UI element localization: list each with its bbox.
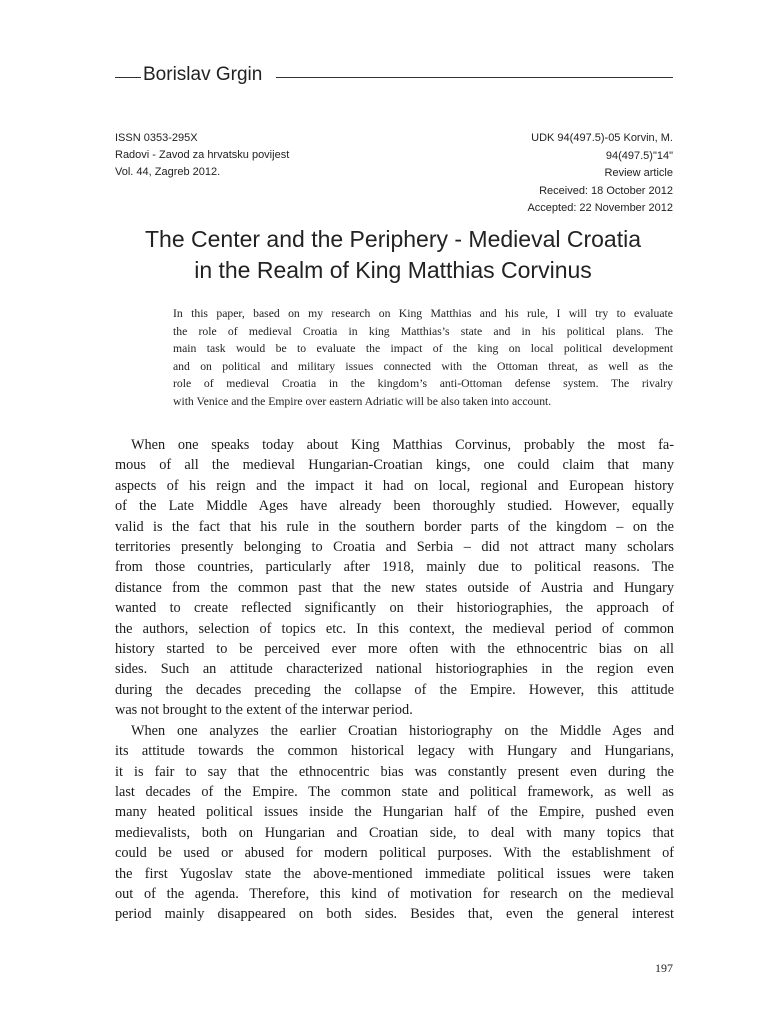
title-line: The Center and the Periphery - Medieval Croatia: [144, 226, 642, 252]
header-rule-right: [276, 77, 673, 78]
body-line: from those countries, particularly after 1918, mainly due to political reasons. The: [115, 559, 674, 576]
body-line: history started to be perceived ever more often with the ethnocentric bias on all: [115, 641, 674, 658]
abstract: [173, 305, 673, 410]
body-line: medievalists, both on Hungarian and Croatian side, to deal with many topics that: [115, 824, 674, 841]
body-line: could be used or abused for modern political purposes. With the establishment of: [115, 845, 674, 862]
udk-line-2: 94(497.5)"14": [605, 149, 673, 162]
abstract-line: role of medieval Croatia in the kingdom’s anti-Ottoman defense system. The rivalry: [173, 377, 673, 390]
body-line: it is fair to say that the ethnocentric bias was constantly present even during the: [115, 763, 674, 780]
body-line: many heated political issues inside the Hungarian half of the Empire, pushed even: [115, 804, 674, 821]
journal-info: [115, 130, 375, 181]
paper-title: [105, 224, 681, 286]
body-line: last decades of the Empire. The common state and political framework, as well as: [115, 783, 674, 800]
body-text: [115, 435, 674, 925]
page-number: 197: [655, 961, 673, 975]
body-line: during the decades preceding the collapse of the Empire. However, this attitude: [115, 681, 674, 698]
body-line: the authors, selection of topics etc. In this context, the medieval period of common: [115, 620, 674, 637]
body-line: mous of all the medieval Hungarian-Croatian kings, one could claim that many: [115, 457, 674, 474]
body-line: territories presently belonging to Croatia and Serbia – did not attract many scholars: [115, 539, 674, 556]
abstract-line: In this paper, based on my research on King Matthias and his rule, I will try to evaluate: [173, 307, 673, 320]
body-line: When one analyzes the earlier Croatian historiography on the Middle Ages and: [131, 722, 674, 739]
article-info: [373, 130, 673, 218]
body-line: When one speaks today about King Matthias Corvinus, probably the most fa-: [131, 437, 674, 453]
body-line: its attitude towards the common historical legacy with Hungary and Hungarians,: [115, 743, 674, 760]
article-type: Review article: [604, 167, 673, 179]
abstract-line: with Venice and the Empire over eastern Adriatic will be also taken into account.: [173, 394, 552, 408]
header-rule-left: [115, 77, 141, 78]
body-line: the first Yugoslav state the above-mentioned immediate political issues were taken: [115, 865, 674, 882]
accepted-date: Accepted: 22 November 2012: [527, 202, 673, 214]
body-line: wanted to create reflected significantly on their historiographies, the approach of: [115, 600, 674, 617]
body-line: distance from the common past that the new states outside of Austria and Hungary: [115, 579, 674, 596]
udk-line: UDK 94(497.5)-05 Korvin, M.: [531, 132, 673, 144]
body-line: aspects of his reign and the impact it had on local, regional and European history: [115, 477, 674, 494]
body-line: out of the agenda. Therefore, this kind of motivation for research on the medieval: [115, 885, 674, 902]
body-line: of the Late Middle Ages have already been thoroughly studied. However, equally: [115, 498, 674, 515]
body-line: period mainly disappeared on both sides. Besides that, even the general interest: [115, 906, 674, 923]
title-line: in the Realm of King Matthias Corvinus: [194, 257, 592, 283]
body-line: was not brought to the extent of the interwar period.: [115, 702, 413, 719]
abstract-line: main task would be to evaluate the impact of the king on local political development: [173, 342, 673, 355]
abstract-line: and on political and military issues connected with the Ottoman threat, as well as the: [173, 359, 673, 373]
issn-line: ISSN 0353-295X: [115, 132, 198, 144]
volume-line: Vol. 44, Zagreb 2012.: [115, 166, 221, 178]
journal-name-line: Radovi - Zavod za hrvatsku povijest: [115, 149, 290, 161]
author-name: Borislav Grgin: [143, 64, 263, 85]
abstract-line: the role of medieval Croatia in king Matthias’s state and in his political plans. The: [173, 324, 673, 338]
received-date: Received: 18 October 2012: [539, 184, 673, 197]
body-line: sides. Such an attitude characterized national historiographies in the region even: [115, 661, 674, 678]
body-line: valid is the fact that his rule in the southern border parts of the kingdom – on the: [115, 518, 674, 535]
